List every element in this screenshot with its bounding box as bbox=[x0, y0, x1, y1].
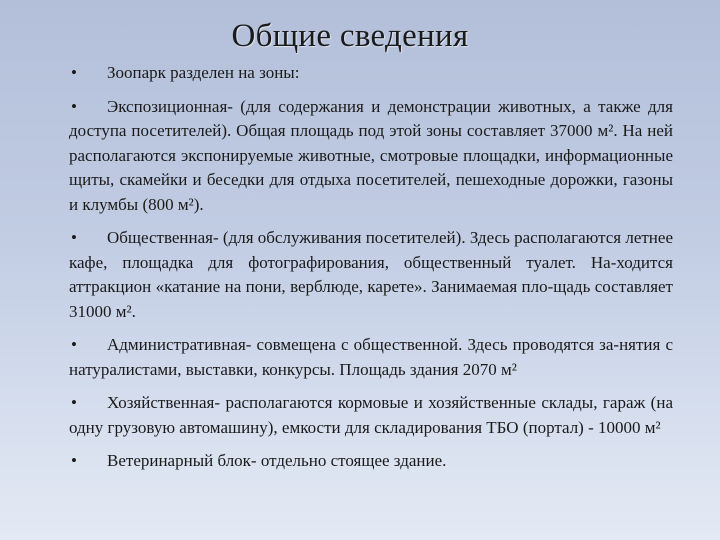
list-item-text: Хозяйственная- располагаются кормовые и хозяйственные склады, гараж (на одну грузовую автомашину), емкости для складирования ТБО (портал) - 10000 м² bbox=[69, 393, 673, 437]
list-item-text: Административная- совмещена с общественной. Здесь проводятся за-нятия с натуралистами, выставки, конкурсы. Площадь здания 2070 м² bbox=[69, 335, 673, 379]
list-item bbox=[69, 333, 673, 382]
bullet-icon: • bbox=[71, 335, 77, 354]
list-item bbox=[69, 61, 673, 86]
list-item bbox=[69, 95, 673, 218]
bullet-icon: • bbox=[71, 393, 77, 412]
list-item bbox=[69, 449, 673, 474]
list-item bbox=[69, 391, 673, 440]
bullet-list bbox=[69, 61, 673, 483]
list-item bbox=[69, 226, 673, 324]
list-item-text: Общественная- (для обслуживания посетителей). Здесь располагаются летнее кафе, площадка для фотографирования, общественный туалет. На-ходится аттракцион «катание на пони, верблюде, карете». Занимаемая пло-щадь составляет 31000 м². bbox=[69, 228, 673, 321]
bullet-icon: • bbox=[71, 451, 77, 470]
list-item-text: Ветеринарный блок- отдельно стоящее здание. bbox=[107, 451, 447, 470]
bullet-icon: • bbox=[71, 96, 77, 116]
list-item-text: Зоопарк разделен на зоны: bbox=[107, 63, 300, 82]
bullet-icon: • bbox=[71, 228, 77, 247]
list-item-text: Экспозиционная- (для содержания и демонстрации животных, а также для доступа посетителей). Общая площадь под этой зоны составляет 37000 м². На ней располагаются экспонируемые животные, смотровые площадки, информационные щиты, скамейки и беседки для отдыха посетителей, пешеходные дорожки, газоны и клумбы (800 м²). bbox=[69, 96, 673, 214]
slide-title: Общие сведения bbox=[231, 18, 469, 54]
bullet-icon: • bbox=[71, 63, 77, 82]
